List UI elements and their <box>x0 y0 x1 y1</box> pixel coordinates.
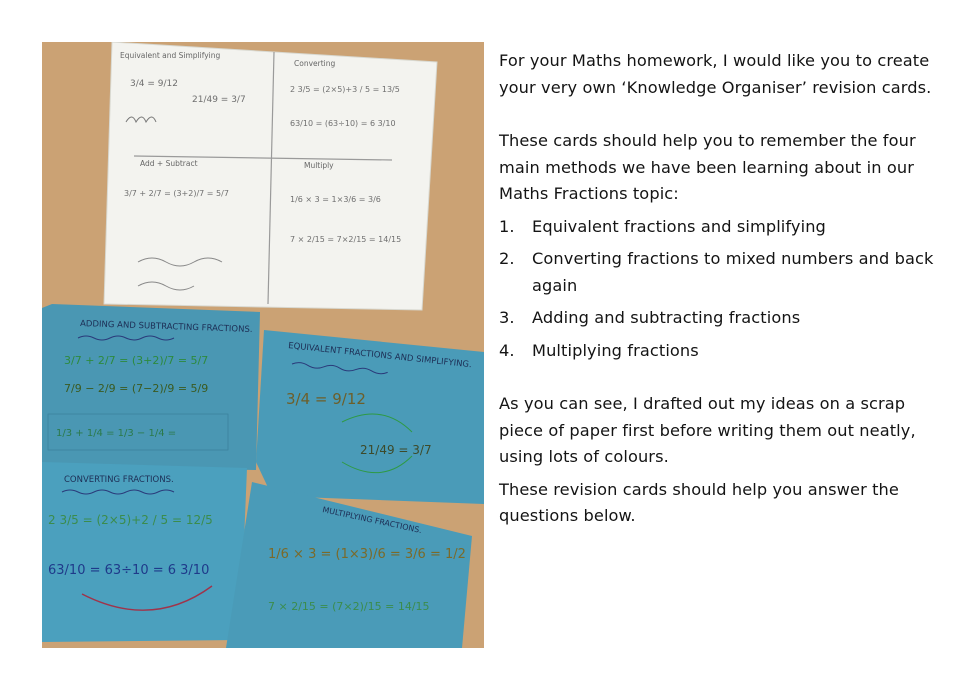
card-multiplying-line-2: 7 × 2/15 = (7×2)/15 = 14/15 <box>268 600 430 613</box>
drafted-paragraph: As you can see, I drafted out my ideas on a scrap piece of paper first before writing them out neatly, using lots of colours. <box>499 394 916 466</box>
card-converting <box>42 462 247 642</box>
revision-cards-photo <box>42 42 484 648</box>
card-multiplying-line-1: 1/6 × 3 = (1×3)/6 = 3/6 = 1/2 <box>268 547 466 562</box>
card-add-subtract-line-1: 3/7 + 2/7 = (3+2)/7 = 5/7 <box>64 354 209 367</box>
list-item-text: Multiplying fractions <box>532 340 699 360</box>
list-item-number: 2. <box>499 249 515 268</box>
card-converting-title: CONVERTING FRACTIONS. <box>64 475 174 485</box>
card-equivalent-title: EQUIVALENT FRACTIONS AND SIMPLIFYING. <box>287 341 473 371</box>
list-item <box>499 214 939 241</box>
list-item <box>499 338 939 365</box>
card-add-subtract-title: ADDING AND SUBTRACTING FRACTIONS. <box>79 319 253 336</box>
draft-line-6: 1/6 × 3 = 1×3/6 = 3/6 <box>290 195 381 204</box>
draft-line-7: 7 × 2/15 = 7×2/15 = 14/15 <box>290 235 402 244</box>
card-multiplying-title: MULTIPLYING FRACTIONS. <box>321 505 423 536</box>
list-item <box>499 246 939 299</box>
draft-title-multiply: Multiply <box>304 161 334 170</box>
draft-title-equivalent: Equivalent and Simplifying <box>120 51 221 60</box>
intro-paragraph: For your Maths homework, I would like you to create your very own ‘Knowledge Organiser’ revision cards. <box>499 51 932 97</box>
draft-title-converting: Converting <box>294 59 336 68</box>
svg-text:1/3 + 1/4 = 1/3 − 1/4 =: 1/3 + 1/4 = 1/3 − 1/4 = <box>56 428 177 439</box>
list-item-number: 1. <box>499 216 515 236</box>
purpose-paragraph: These cards should help you to remember the four main methods we have been learning about in our Maths Fractions topic: <box>499 131 916 203</box>
card-add-subtract-line-2: 7/9 − 2/9 = (7−2)/9 = 5/9 <box>64 382 209 395</box>
list-item <box>499 305 939 332</box>
list-item-text: Equivalent fractions and simplifying <box>532 216 826 236</box>
card-equivalent <box>256 330 484 504</box>
card-add-subtract <box>42 304 260 470</box>
card-converting-line-1: 2 3/5 = (2×5)+2 / 5 = 12/5 <box>48 513 213 527</box>
list-item-number: 4. <box>499 340 515 360</box>
draft-title-add-subtract: Add + Subtract <box>140 159 198 168</box>
list-item-number: 3. <box>499 308 515 327</box>
list-item-text: Adding and subtracting fractions <box>532 308 801 327</box>
methods-list <box>499 214 939 365</box>
draft-line-3: 2 3/5 = (2×5)+3 / 5 = 13/5 <box>290 85 400 94</box>
closing-paragraph: These revision cards should help you answer the questions below. <box>499 479 899 525</box>
draft-paper <box>104 42 437 310</box>
list-item-text: Converting fractions to mixed numbers and back again <box>532 249 934 295</box>
card-equivalent-line-1: 3/4 = 9/12 <box>286 390 366 408</box>
draft-line-4: 63/10 = (63÷10) = 6 3/10 <box>290 119 396 128</box>
card-converting-line-2: 63/10 = 63÷10 = 6 3/10 <box>48 563 210 578</box>
draft-line-2: 21/49 = 3/7 <box>192 95 246 105</box>
draft-line-5: 3/7 + 2/7 = (3+2)/7 = 5/7 <box>124 189 229 198</box>
draft-line-1: 3/4 = 9/12 <box>130 79 178 89</box>
card-equivalent-line-2: 21/49 = 3/7 <box>360 443 432 457</box>
homework-instructions <box>499 48 939 530</box>
